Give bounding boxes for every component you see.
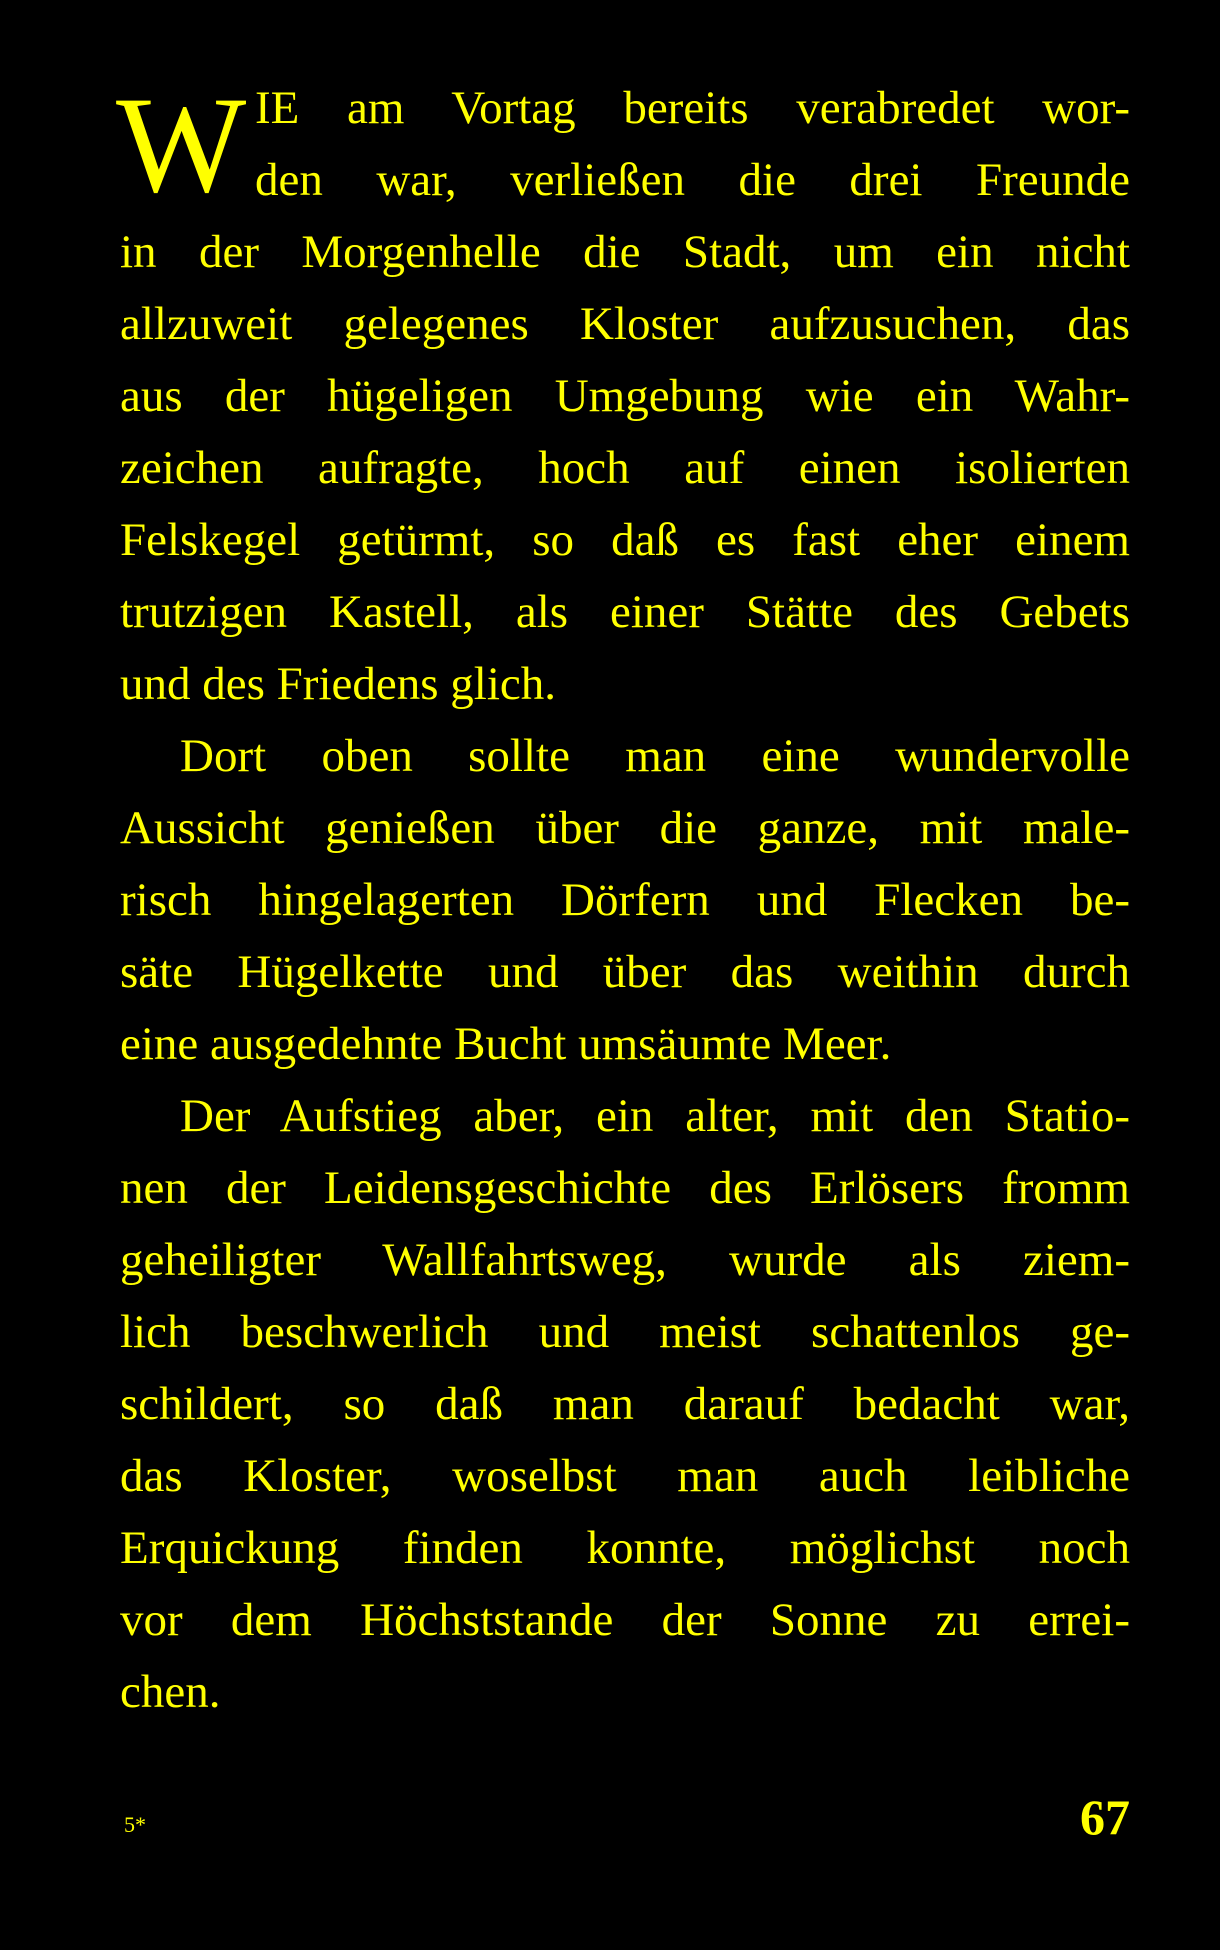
paragraph-1 — [116, 68, 1130, 720]
text-line: Aussicht genießen über die ganze, mit male- — [120, 802, 1130, 854]
text-line: den war, verließen die drei Freunde — [255, 154, 1130, 206]
page-number: 67 — [1080, 1789, 1130, 1845]
drop-cap: W — [116, 68, 247, 221]
text-line: das Kloster, woselbst man auch leibliche — [120, 1450, 1130, 1502]
text-line: und des Friedens glich. — [120, 658, 556, 710]
text-line: aus der hügeligen Umgebung wie ein Wahr- — [120, 370, 1130, 422]
page-body — [116, 68, 1130, 1728]
text-line: in der Morgenhelle die Stadt, um ein nicht — [120, 226, 1130, 278]
text-line: Der Aufstieg aber, ein alter, mit den Statio- — [180, 1090, 1130, 1142]
signature-mark: 5* — [124, 1812, 146, 1837]
text-line: trutzigen Kastell, als einer Stätte des Gebets — [120, 586, 1130, 638]
text-line: vor dem Höchststande der Sonne zu errei- — [120, 1594, 1130, 1646]
text-line: zeichen aufragte, hoch auf einen isolierten — [120, 442, 1130, 494]
text-line: Erquickung finden konnte, möglichst noch — [120, 1522, 1130, 1574]
text-line: chen. — [120, 1666, 221, 1718]
paragraph-2 — [120, 720, 1130, 1080]
text-line: lich beschwerlich und meist schattenlos ge- — [120, 1306, 1130, 1358]
text-line: nen der Leidensgeschichte des Erlösers fromm — [120, 1162, 1130, 1214]
text-line: allzuweit gelegenes Kloster aufzusuchen, das — [120, 298, 1130, 350]
text-line: Felskegel getürmt, so daß es fast eher einem — [120, 514, 1130, 566]
text-line: schildert, so daß man darauf bedacht war, — [120, 1378, 1130, 1430]
text-line: Dort oben sollte man eine wundervolle — [180, 730, 1130, 782]
text-line: geheiligter Wallfahrtsweg, wurde als ziem- — [120, 1234, 1130, 1286]
paragraph-3 — [120, 1080, 1130, 1728]
text-line: IE am Vortag bereits verabredet wor- — [255, 82, 1130, 134]
text-line: eine ausgedehnte Bucht umsäumte Meer. — [120, 1018, 892, 1070]
text-line: säte Hügelkette und über das weithin durch — [120, 946, 1130, 998]
text-line: risch hingelagerten Dörfern und Flecken be- — [120, 874, 1130, 926]
